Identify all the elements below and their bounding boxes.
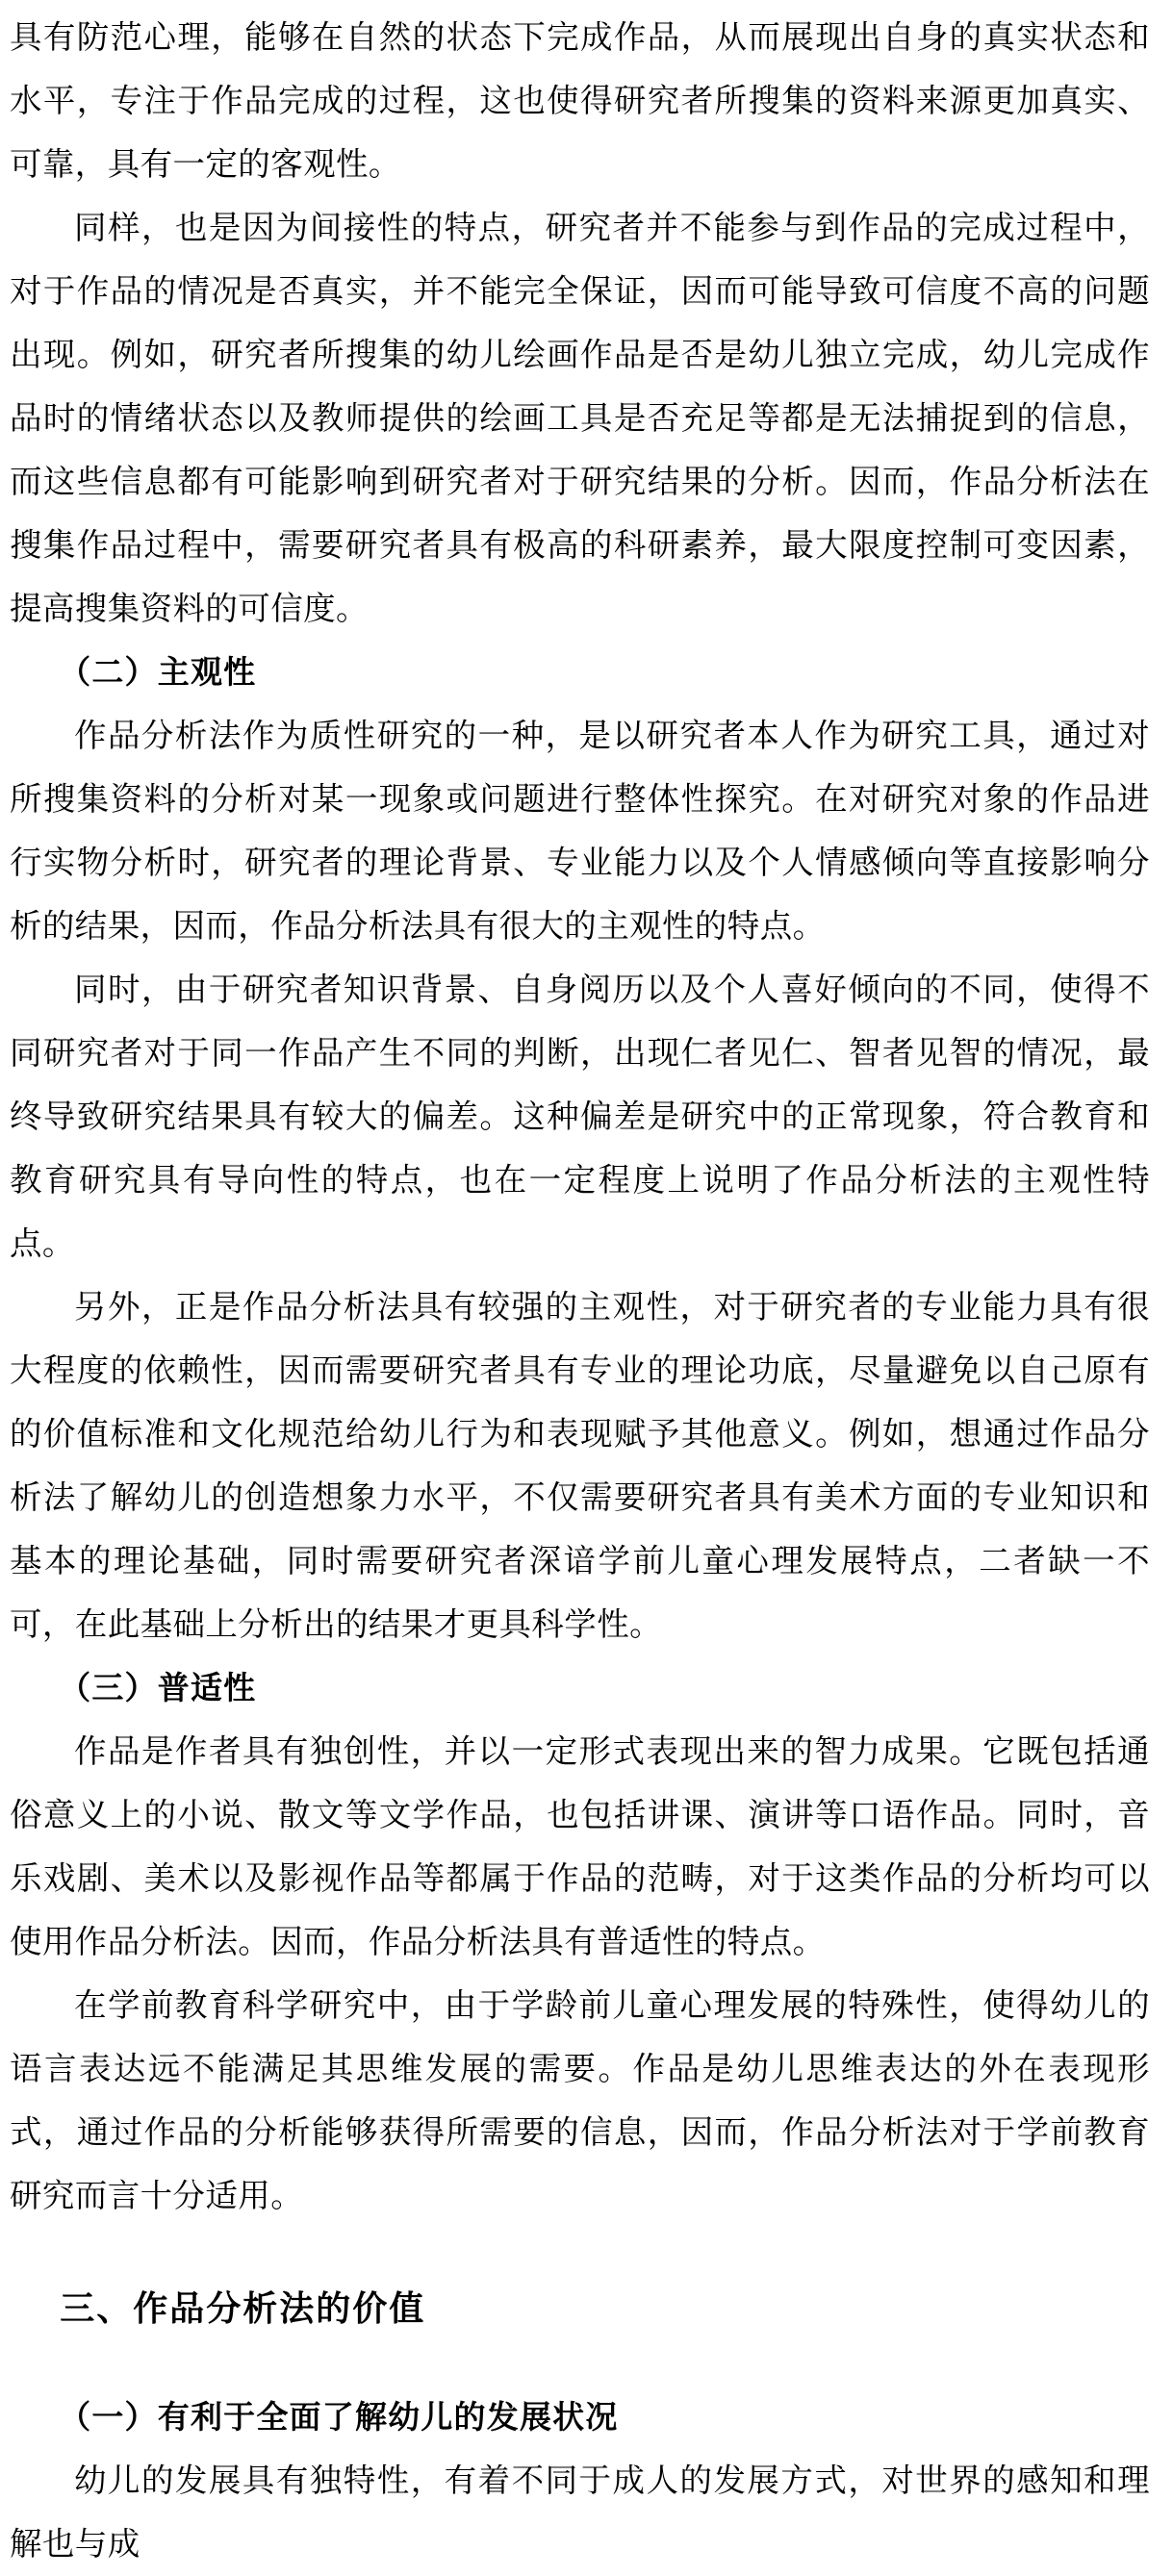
heading-section-three-value: 三、作品分析法的价值: [60, 2289, 426, 2329]
paragraph-subjectivity-bias: 同时，由于研究者知识背景、自身阅历以及个人喜好倾向的不同，使得不同研究者对于同一作品产生不同的判断，出现仁者见仁、智者见智的情况，最终导致研究结果具有较大的偏差。这种偏差是研究中的正常现象，符合教育和教育研究具有导向性的特点，也在一定程度上说明了作品分析法的主观性特点。: [10, 971, 1150, 1262]
paragraph-subjectivity-definition: 作品分析法作为质性研究的一种，是以研究者本人作为研究工具，通过对所搜集资料的分析对某一现象或问题进行整体性探究。在对研究对象的作品进行实物分析时，研究者的理论背景、专业能力以及个人情感倾向等直接影响分析的结果，因而，作品分析法具有很大的主观性的特点。: [10, 717, 1150, 945]
paragraph-universality-scope: 作品是作者具有独创性，并以一定形式表现出来的智力成果。它既包括通俗意义上的小说、散文等文学作品，也包括讲课、演讲等口语作品。同时，音乐戏剧、美术以及影视作品等都属于作品的范畴，对于这类作品的分析均可以使用作品分析法。因而，作品分析法具有普适性的特点。: [10, 1732, 1150, 1960]
section-spacer-bottom: [10, 2341, 1150, 2386]
section-spacer-top: [10, 2228, 1150, 2278]
heading-understand-development: （一）有利于全面了解幼儿的发展状况: [59, 2398, 619, 2436]
document-body: [10, 0, 1150, 2576]
paragraph-subjectivity-dependence: 另外，正是作品分析法具有较强的主观性，对于研究者的专业能力具有很大程度的依赖性，因而需要研究者具有专业的理论功底，尽量避免以自己原有的价值标准和文化规范给幼儿行为和表现赋予其他意义。例如，想通过作品分析法了解幼儿的创造想象力水平，不仅需要研究者具有美术方面的专业知识和基本的理论基础，同时需要研究者深谙学前儿童心理发展特点，二者缺一不可，在此基础上分析出的结果才更具科学性。: [10, 1288, 1150, 1643]
paragraph-indirectness-reliability: 同样，也是因为间接性的特点，研究者并不能参与到作品的完成过程中，对于作品的情况是否真实，并不能完全保证，因而可能导致可信度不高的问题出现。例如，研究者所搜集的幼儿绘画作品是否是幼儿独立完成，幼儿完成作品时的情绪状态以及教师提供的绘画工具是否充足等都是无法捕捉到的信息，而这些信息都有可能影响到研究者对于研究结果的分析。因而，作品分析法在搜集作品过程中，需要研究者具有极高的科研素养，最大限度控制可变因素，提高搜集资料的可信度。: [10, 209, 1150, 627]
paragraph-objectivity-continued: 具有防范心理，能够在自然的状态下完成作品，从而展现出自身的真实状态和水平，专注于作品完成的过程，这也使得研究者所搜集的资料来源更加真实、可靠，具有一定的客观性。: [10, 18, 1150, 183]
paragraph-child-development-uniqueness: 幼儿的发展具有独特性，有着不同于成人的发展方式，对世界的感知和理解也与成: [10, 2462, 1150, 2563]
paragraph-universality-preschool: 在学前教育科学研究中，由于学龄前儿童心理发展的特殊性，使得幼儿的语言表达远不能满足其思维发展的需要。作品是幼儿思维表达的外在表现形式，通过作品的分析能够获得所需要的信息，因而，作品分析法对于学前教育研究而言十分适用。: [10, 1986, 1150, 2214]
heading-universality: （三）普适性: [59, 1669, 257, 1706]
heading-subjectivity: （二）主观性: [59, 653, 257, 691]
